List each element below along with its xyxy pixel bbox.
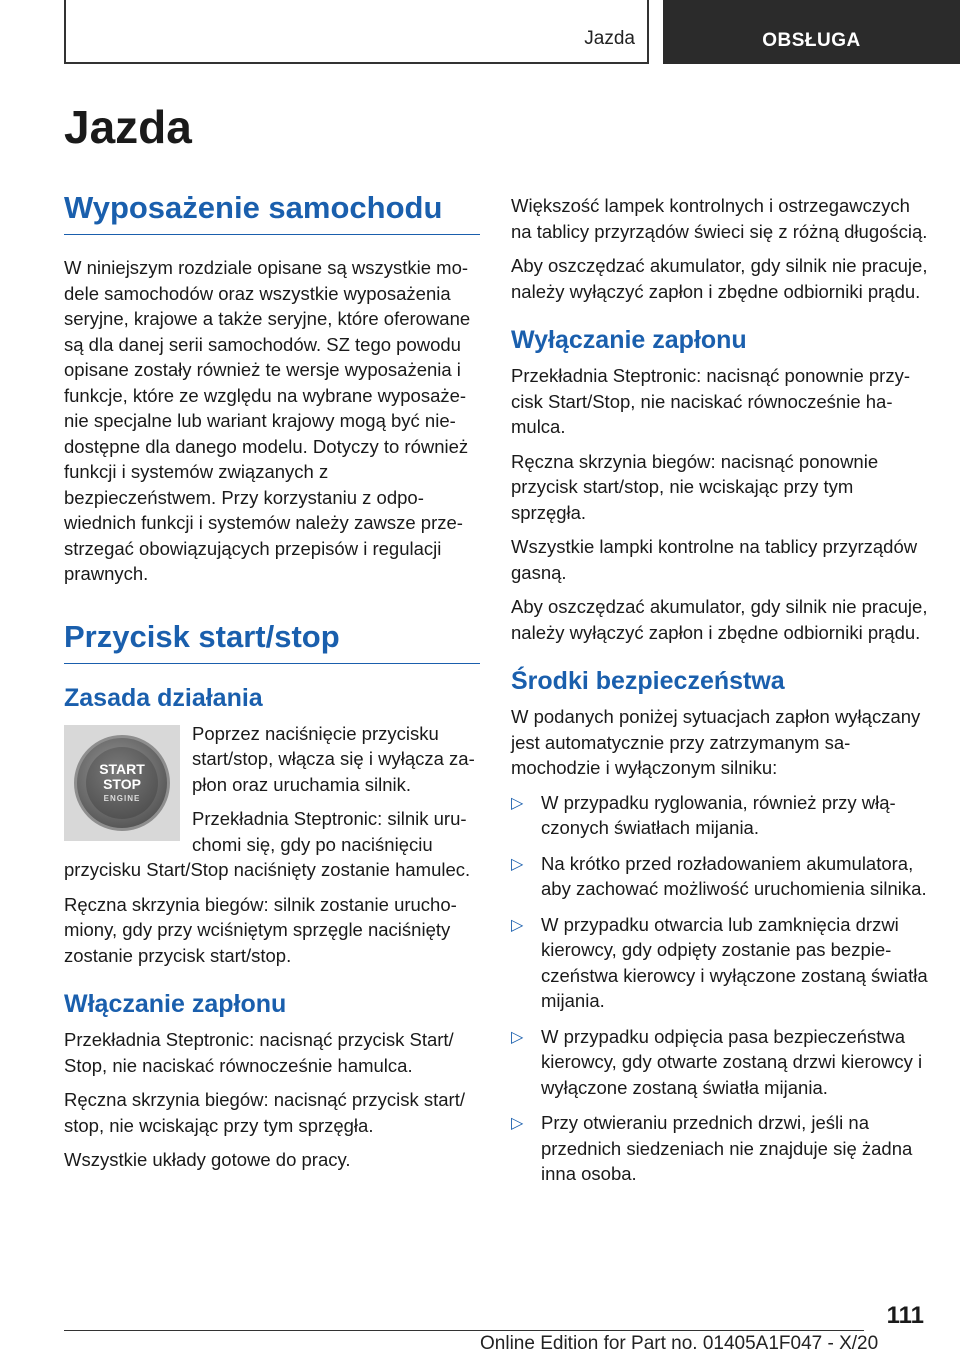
start-label: START bbox=[99, 761, 145, 777]
triangle-bullet-icon: ▷ bbox=[511, 1028, 524, 1046]
paragraph-akumulator: Aby oszczędzać akumulator, gdy silnik nie pracuje, należy wyłączyć zapłon i zbędne odbiorniki prądu. bbox=[511, 255, 928, 302]
page-title: Jazda bbox=[64, 101, 192, 153]
list-item: ▷ Przy otwieraniu przednich drzwi, jeśli na przednich siedzeniach nie znajduje się żadna inna osoba. bbox=[511, 1112, 913, 1184]
heading-zasada-dzialania: Zasada działania bbox=[64, 683, 263, 712]
heading-wylaczanie-zaplonu: Wyłączanie zapłonu bbox=[511, 326, 747, 354]
paragraph-wylaczanie-2: Ręczna skrzynia biegów: nacisnąć ponownie przycisk start/stop, nie wciskając przy tym sprzęgła. bbox=[511, 450, 879, 523]
header-category-label: OBSŁUGA bbox=[762, 30, 861, 51]
paragraph-zasada-1: Poprzez naciśnięcie przycisku start/stop, włącza się i wyłącza zapłon oraz uruchamia silnik. bbox=[192, 722, 475, 795]
paragraph-wylaczanie-1: Przekładnia Steptronic: nacisnąć ponownie przycisk Start/Stop, nie naciskać równocześnie hamulca. bbox=[511, 365, 910, 437]
left-column bbox=[64, 190, 480, 1182]
paragraph-srodki-1: W podanych poniżej sytuacjach zapłon wyłączany jest automatycznie przy zatrzymanym samochodzie i wyłączonym silniku: bbox=[511, 706, 921, 778]
stop-label: STOP bbox=[103, 776, 141, 792]
paragraph-wlaczanie-2: Ręczna skrzynia biegów: nacisnąć przycisk start/ stop, nie wciskając przy tym sprzęgła. bbox=[64, 1089, 465, 1136]
paragraph-wylaczanie-4: Aby oszczędzać akumulator, gdy silnik nie pracuje, należy wyłączyć zapłon i zbędne odbiorniki prądu. bbox=[511, 596, 928, 643]
right-column bbox=[511, 193, 931, 1197]
paragraph-wlaczanie-1: Przekładnia Steptronic: nacisnąć przycisk Start/ Stop, nie naciskać równocześnie hamulca. bbox=[64, 1029, 454, 1076]
paragraph-zasada-3: Ręczna skrzynia biegów: silnik zostanie uruchomiony, gdy przy wciśniętym sprzęgle naciśnięty zostanie przycisk start/stop. bbox=[64, 893, 457, 966]
paragraph-wlaczanie-3: Wszystkie układy gotowe do pracy. bbox=[64, 1149, 351, 1170]
zasada-dzialania-block bbox=[64, 721, 480, 892]
triangle-bullet-icon: ▷ bbox=[511, 794, 524, 812]
header-section-box bbox=[64, 0, 649, 64]
paragraph-zasada-2: Przekładnia Steptronic: silnik uruchomi się, gdy po naciśnięciu przycisku Start/Stop naciśnięty zostanie hamulec. bbox=[64, 808, 471, 880]
triangle-bullet-icon: ▷ bbox=[511, 1115, 524, 1132]
paragraph-wyposazenie: W niniejszym rozdziale opisane są wszystkie modele samochodów oraz wszystkie wyposażenia seryjne, krajowe a także seryjne, które oferowane są dla danej serii samochodów. SZ tego powodu opisane zostały również te wersje wyposażenia i funkcje, które ze względu na wybrane wyposażenie specjalne lub wariant krajowy mogą być niedostępne dla danego modelu. Dotyczy to również funkcji i systemów związanych z bezpieczeństwem. Przy korzystaniu z odpowiednich funkcji i systemów należy zawsze przestrzegać obowiązujących przepisów i regulacji prawnych. bbox=[64, 257, 471, 584]
paragraph-wylaczanie-3: Wszystkie lampki kontrolne na tablicy przyrządów gasną. bbox=[511, 536, 918, 583]
engine-label: ENGINE bbox=[103, 794, 141, 803]
safety-list bbox=[511, 790, 931, 1187]
list-item: ▷ Na krótko przed rozładowaniem akumulatora, aby zachować możliwość uruchomienia silnika. bbox=[511, 852, 927, 899]
heading-wlaczanie-zaplonu: Włączanie zapłonu bbox=[64, 990, 287, 1018]
header-section-label: Jazda bbox=[584, 28, 635, 49]
footer-edition bbox=[480, 1333, 878, 1355]
page-number: 111 bbox=[886, 1302, 924, 1329]
page-header bbox=[0, 0, 960, 66]
list-item: ▷ W przypadku odpięcia pasa bezpieczeństwa kierowcy, gdy otwarte zostaną drzwi kierowcy i wyłączone zostaną światła mijania. bbox=[511, 1025, 923, 1098]
triangle-bullet-icon: ▷ bbox=[511, 916, 524, 934]
footer-divider bbox=[64, 1330, 864, 1331]
start-stop-button-face bbox=[86, 747, 158, 819]
heading-przycisk-start-stop: Przycisk start/stop bbox=[64, 619, 480, 664]
triangle-bullet-icon: ▷ bbox=[511, 855, 524, 873]
list-item: ▷ W przypadku otwarcia lub zamknięcia drzwi kierowcy, gdy odpięty zostanie pas bezpieczeństwa kierowcy i wyłączone zostaną światła mijania. bbox=[511, 913, 928, 1011]
start-stop-button-image bbox=[64, 725, 180, 841]
heading-srodki-bezpieczenstwa: Środki bezpieczeństwa bbox=[511, 667, 785, 695]
list-item: ▷ W przypadku ryglowania, również przy włączonych światłach mijania. bbox=[511, 791, 896, 838]
heading-wyposazenie: Wyposażenie samochodu bbox=[64, 190, 480, 235]
header-category-box bbox=[663, 0, 960, 64]
edition-text: Online Edition for Part no. 01405A1F047 - X/20 bbox=[480, 1333, 879, 1354]
paragraph-lampki: Większość lampek kontrolnych i ostrzegawczych na tablicy przyrządów świeci się z różną długością. bbox=[511, 195, 928, 242]
